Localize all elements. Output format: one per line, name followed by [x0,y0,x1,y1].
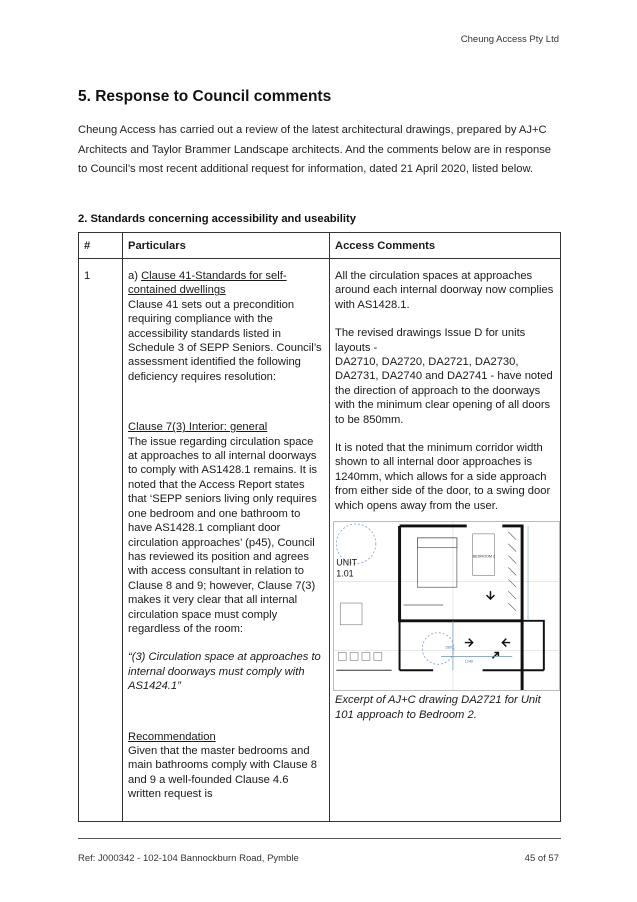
section-title: 5. Response to Council comments [78,88,332,105]
plan-dimension-2: 1240 [464,659,474,664]
particulars-cell [123,259,330,822]
recommendation-heading: Recommendation [128,730,216,743]
clause-7-3-text: The issue regarding circulation space at approaches to all internal doorways to comply with AS1428.1 remains. It is noted that the Access Report states that ‘SEPP seniors living only requires one bedroom and one bathroom to have AS1428.1 compliant door circulation approaches’ (p45), Council has reviewed its position and agrees with access consultant in relation to Clause 8 and 9; however, Clause 7(3) makes it very clear that all internal circulation space must comply regardless of the room: [128,435,318,635]
comment-paragraph-2-intro: The revised drawings Issue D for units layouts - [335,327,526,354]
standards-table [78,232,561,822]
clause-7-3-heading: Clause 7(3) Interior: general [128,421,268,434]
plan-unit-label: UNIT [336,557,358,568]
comment-paragraph-2: DA2710, DA2720, DA2721, DA2730, DA2731, DA2740 and DA2741 - have noted the direction of approach to the doorways with the minimum clear opening of all doors to be 850mm. [335,356,553,426]
drawing-caption: Excerpt of AJ+C drawing DA2721 for Unit 101 approach to Bedroom 2. [335,694,541,721]
header-num: # [79,233,123,259]
plan-dimension-1: 1500 [445,645,454,650]
clause-41-prefix: a) [128,270,142,282]
table-row [79,259,561,822]
comment-paragraph-1: All the circulation spaces at approaches around each internal doorway now complies with AS1428.1. [335,270,554,311]
clause-41-text: Clause 41 sets out a precondition requiring compliance with the accessibility standards listed in Schedule 3 of SEPP Seniors. Council’s assessment identified the following deficiency requires resolution: [128,298,322,383]
intro-paragraph: Cheung Access has carried out a review of the latest architectural drawings, prepared by AJ+C Architects and Taylor Brammer Landscape architects. And the comments below are in response to Council’s most recent additional request for information, dated 21 April 2020, listed below. [78,124,552,176]
comment-paragraph-3: It is noted that the minimum corridor width shown to all internal door approaches is 1240mm, which allows for a side approach from either side of the door, to a swing door which opens away from the user. [335,442,551,512]
company-name: Cheung Access Pty Ltd [460,34,559,45]
clause-41-heading: Clause 41-Standards for self-contained dwellings [128,270,287,297]
floor-plan-drawing [333,521,560,691]
recommendation-text: Given that the master bedrooms and main bathrooms comply with Clause 8 and 9 a well-founded Clause 4.6 written request is [128,744,318,801]
row-number: 1 [79,259,123,822]
subsection-title: 2. Standards concerning accessibility and useability [78,213,356,225]
page-number: 45 of 57 [524,853,559,864]
clause-41-block [128,269,324,298]
footer-divider [78,838,561,839]
header-access-comments: Access Comments [330,233,561,259]
access-comments-cell [330,259,561,822]
plan-unit-number: 1.01 [336,568,354,579]
plan-room-label: BEDROOM 2 [472,554,496,559]
header-particulars: Particulars [123,233,330,259]
clause-quote: “(3) Circulation space at approaches to internal doorways must comply with AS1424.1” [128,651,321,693]
table-header-row [79,233,561,259]
footer-reference: Ref: J000342 - 102-104 Bannockburn Road, Pymble [78,853,299,864]
